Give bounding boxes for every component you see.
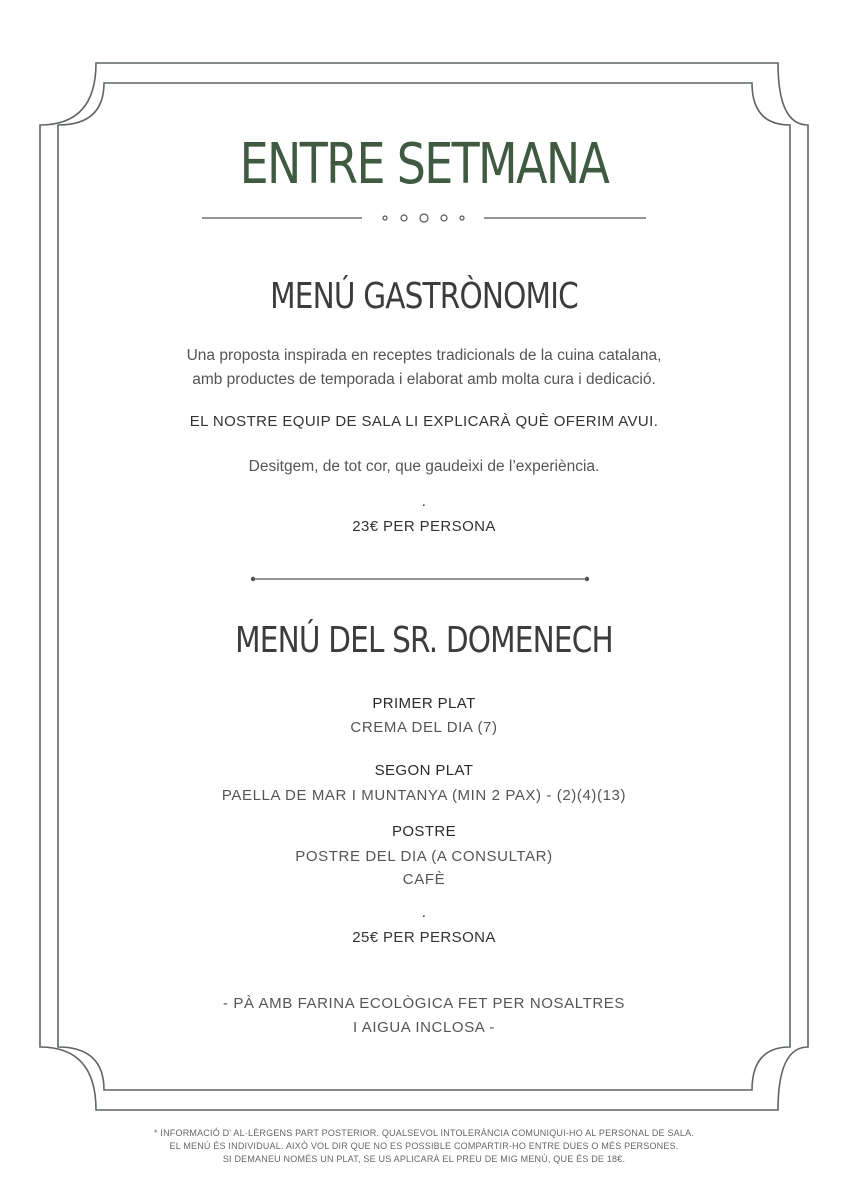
- price-dot: .: [421, 904, 427, 921]
- section-title-gastronomic: MENÚ GASTRÒNOMIC: [270, 276, 578, 317]
- gastronomic-description-2: amb productes de temporada i elaborat amb molta cura i dedicació.: [192, 371, 656, 388]
- bread-note-line1: - PÀ AMB FARINA ECOLÒGICA FET PER NOSALTRES: [222, 995, 625, 1012]
- section-divider: [0, 572, 848, 586]
- bread-note-line2: I AIGUA INCLOSA -: [353, 1019, 495, 1036]
- price-dot: .: [421, 493, 427, 510]
- footer-line2: EL MENÚ ÉS INDIVIDUAL. AIXÒ VOL DIR QUE NO ES POSSIBLE COMPARTIR-HO ENTRE DUES O MÉS PERSONES.: [169, 1141, 679, 1151]
- course-heading: POSTRE: [391, 823, 457, 840]
- wish-text: Desitgem, de tot cor, que gaudeixi de l’experiència.: [248, 458, 600, 475]
- section-title-domenech: MENÚ DEL SR. DOMENECH: [235, 620, 613, 661]
- staff-note: EL NOSTRE EQUIP DE SALA LI EXPLICARÀ QUÈ OFERIM AVUI.: [189, 413, 659, 430]
- title-divider-ornament: [0, 205, 848, 231]
- course-item: CREMA DEL DIA (7): [350, 719, 498, 736]
- gastronomic-price: 23€ PER PERSONA: [352, 518, 496, 535]
- course-heading: SEGON PLAT: [374, 762, 474, 779]
- domenech-price: 25€ PER PERSONA: [352, 929, 496, 946]
- footer-line1: * INFORMACIÓ D' AL·LÈRGENS PART POSTERIOR. QUALSEVOL INTOLERÀNCIA COMUNIQUI-HO AL PERSONAL DE SALA.: [154, 1128, 694, 1138]
- course-heading: PRIMER PLAT: [372, 695, 476, 712]
- course-item: CAFÈ: [402, 871, 446, 888]
- page-title: ENTRE SETMANA: [239, 132, 609, 197]
- course-item: POSTRE DEL DIA (A CONSULTAR): [295, 848, 553, 865]
- course-item: PAELLA DE MAR I MUNTANYA (MIN 2 PAX) - (2)(4)(13): [221, 787, 627, 804]
- footer-line3: SI DEMANEU NOMÉS UN PLAT, SE US APLICARÀ EL PREU DE MIG MENÚ, QUE ÉS DE 18€.: [222, 1154, 626, 1164]
- gastronomic-description-1: Una proposta inspirada en receptes tradicionals de la cuina catalana,: [186, 347, 662, 364]
